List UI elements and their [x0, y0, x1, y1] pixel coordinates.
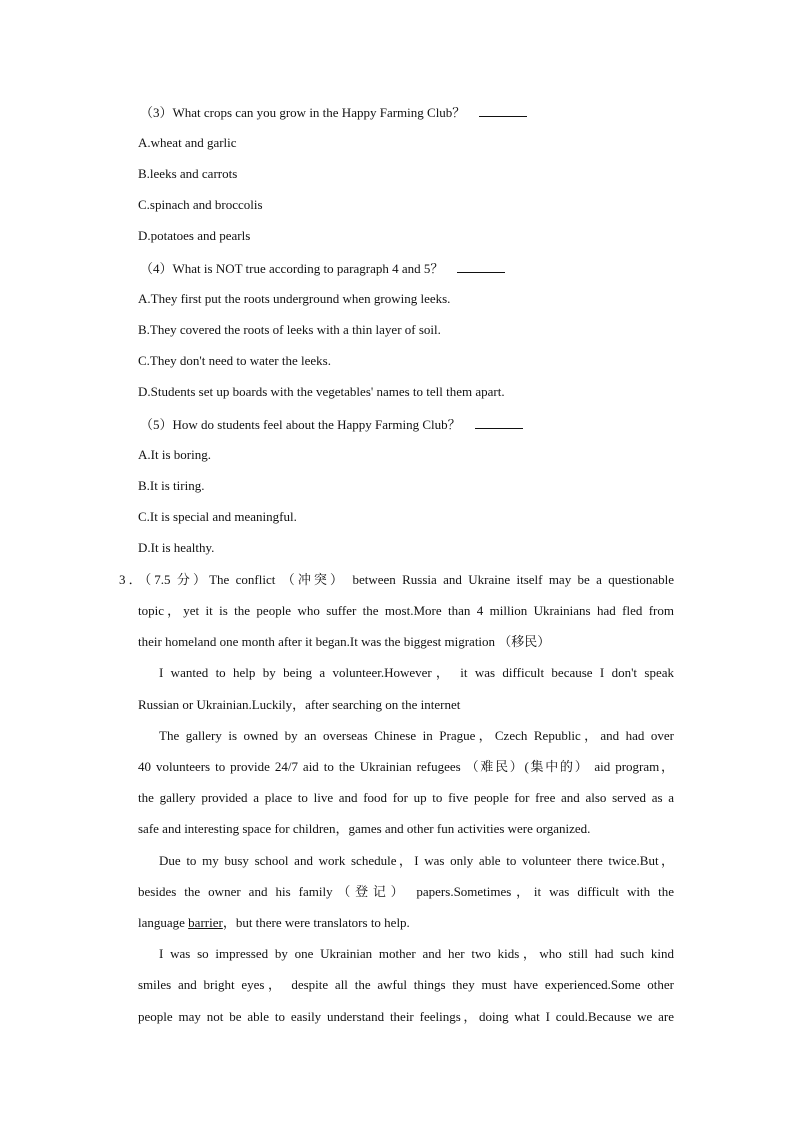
question-3-text: （3）What crops can you grow in the Happy Farming Club？ [140, 105, 466, 120]
passage-line [138, 915, 674, 931]
passage-line: besides the owner and his family（登记） papers.Sometimes，it was difficult with the [138, 884, 674, 899]
q5-option-c: C.It is special and meaningful. [138, 509, 297, 524]
q4-option-b: B.They covered the roots of leeks with a thin layer of soil. [138, 322, 441, 337]
answer-blank [479, 104, 527, 117]
question-4-text: （4）What is NOT true according to paragraph 4 and 5？ [140, 261, 444, 276]
passage-line: Due to my busy school and work schedule，I was only able to volunteer there twice.But， [159, 853, 674, 868]
question-3 [140, 104, 527, 121]
passage-line: The gallery is owned by an overseas Chinese in Prague，Czech Republic，and had over [159, 728, 674, 743]
answer-blank [457, 260, 505, 273]
passage-line: smiles and bright eyes， despite all the awful things they must have experienced.Some other [138, 977, 674, 992]
passage-line: people may not be able to easily understand their feelings，doing what I could.Because we are [138, 1009, 674, 1024]
passage-line: the gallery provided a place to live and food for up to five people for free and also served as a [138, 790, 674, 805]
q4-option-d: D.Students set up boards with the vegetables' names to tell them apart. [138, 384, 505, 399]
passage-line: their homeland one month after it began.It was the biggest migration （移民） [138, 634, 551, 649]
underlined-word: barrier [188, 915, 223, 930]
passage-line: I was so impressed by one Ukrainian mother and her two kids，who still had such kind [159, 946, 674, 961]
q3-option-b: B.leeks and carrots [138, 166, 238, 181]
q3-option-d: D.potatoes and pearls [138, 228, 251, 243]
q4-option-a: A.They first put the roots underground when growing leeks. [138, 291, 451, 306]
passage-line: 40 volunteers to provide 24/7 aid to the Ukrainian refugees （难民）(集中的） aid program， [138, 759, 674, 774]
question-5-text: （5）How do students feel about the Happy Farming Club？ [140, 417, 461, 432]
question-4 [140, 260, 505, 277]
passage-line: I wanted to help by being a volunteer.However， it was difficult because I don't speak [159, 665, 674, 680]
passage-line: 3．（7.5 分）The conflict （冲突） between Russia and Ukraine itself may be a questionable [119, 572, 674, 587]
language-prefix: language [138, 915, 189, 930]
q5-option-d: D.It is healthy. [138, 540, 215, 555]
passage-line: topic，yet it is the people who suffer the most.More than 4 million Ukrainians had fled from [138, 603, 674, 618]
q5-option-b: B.It is tiring. [138, 478, 205, 493]
q3-option-c: C.spinach and broccolis [138, 197, 263, 212]
q4-option-c: C.They don't need to water the leeks. [138, 353, 331, 368]
answer-blank [475, 416, 523, 429]
q3-option-a: A.wheat and garlic [138, 135, 237, 150]
question-5 [140, 416, 523, 433]
passage-line: safe and interesting space for children，games and other fun activities were organized. [138, 821, 591, 836]
q5-option-a: A.It is boring. [138, 447, 211, 462]
language-suffix: ，but there were translators to help. [222, 915, 410, 930]
passage-line: Russian or Ukrainian.Luckily，after searching on the internet [138, 697, 461, 712]
